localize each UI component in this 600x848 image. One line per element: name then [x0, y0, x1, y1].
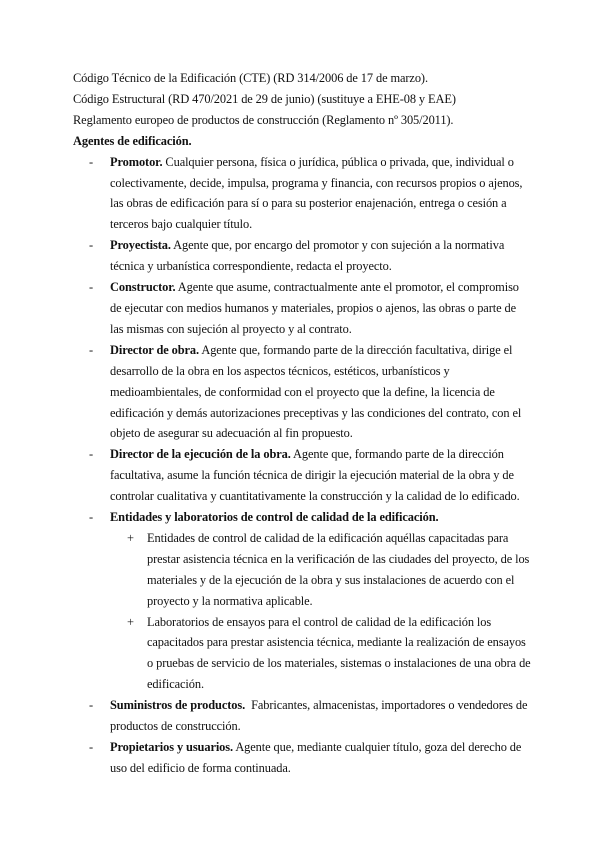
agent-text: Agente que, formando parte de la dirección — [290, 447, 504, 462]
sub-item-text: prestar asistencia técnica en la verificación de las ciudades del proyecto, de los — [147, 551, 530, 566]
agent-text: las obras de edificación para sí o para su posterior enajenación, entrega o cesión a — [110, 196, 507, 211]
sub-item-text: edificación. — [147, 677, 204, 692]
intro-block — [73, 68, 544, 131]
sub-item-text: Laboratorios de ensayos para el control de calidad de la edificación los — [147, 614, 492, 629]
agent-director-de-obra — [73, 340, 544, 445]
sub-item-text: materiales y de la ejecución de la obra y sus instalaciones de acuerdo con el — [147, 572, 515, 587]
sub-bullet: + — [127, 614, 134, 629]
agent-text: terceros bajo cualquier título. — [110, 217, 253, 232]
list-bullet: - — [89, 342, 94, 357]
agent-text: técnica y urbanística correspondiente, redacta el proyecto. — [110, 259, 392, 274]
agent-term: Proyectista. — [110, 238, 171, 253]
sub-bullet: + — [127, 530, 134, 545]
agent-term: Promotor. — [110, 154, 163, 169]
sub-item-entidades — [110, 528, 544, 612]
agent-propietarios — [73, 737, 544, 779]
sub-item-text: Entidades de control de calidad de la edificación aquéllas capacitadas para — [147, 530, 509, 545]
agent-promotor — [73, 152, 544, 236]
agent-director-ejecucion — [73, 444, 544, 507]
list-bullet: - — [89, 238, 94, 253]
agent-text: las mismas con sujeción al proyecto y al contrato. — [110, 321, 352, 336]
list-bullet: - — [89, 447, 94, 462]
sub-list — [110, 528, 544, 695]
agent-term: Propietarios y usuarios. — [110, 740, 234, 754]
agent-text: productos de construcción. — [110, 719, 241, 734]
agent-text: medioambientales, de conformidad con el proyecto que la define, la licencia de — [110, 384, 495, 399]
agent-text: uso del edificio de forma continuada. — [110, 760, 291, 775]
list-bullet: - — [89, 280, 94, 295]
agent-term: Suministros de productos. — [110, 698, 246, 713]
agents-list — [73, 152, 544, 779]
list-bullet: - — [89, 698, 94, 713]
sub-item-text: capacitados para prestar asistencia técnica, mediante la realización de ensayos — [147, 635, 526, 650]
agent-term: Constructor. — [110, 280, 176, 295]
sub-item-text: o pruebas de servicio de los materiales, sistemas o instalaciones de una obra de — [147, 656, 531, 671]
agent-text: edificación y demás autorizaciones preceptivas y las condiciones del contrato, con el — [110, 405, 522, 420]
agent-term: Director de la ejecución de la obra. — [110, 447, 291, 462]
agent-text: Agente que asume, contractualmente ante el promotor, el compromiso — [175, 280, 519, 295]
agent-suministros — [73, 695, 544, 737]
agent-proyectista — [73, 235, 544, 277]
agent-term: Entidades y laboratorios de control de calidad de la edificación. — [110, 510, 439, 525]
agent-text: Cualquier persona, física o jurídica, pública o privada, que, individual o — [162, 154, 514, 169]
agent-text: Agente que, formando parte de la dirección facultativa, dirige el — [199, 342, 513, 357]
agent-text: Fabricantes, almacenistas, importadores o vendedores de — [245, 698, 528, 713]
agent-text: de ejecutar con medios humanos y materiales, propios o ajenos, las obras o parte de — [110, 300, 516, 315]
agent-constructor — [73, 277, 544, 340]
intro-line-cte: Código Técnico de la Edificación (CTE) (RD 314/2006 de 17 de marzo). — [73, 71, 428, 85]
agent-text: colectivamente, decide, impulsa, programa y financia, con recursos propios o ajenos, — [110, 175, 523, 190]
agent-text: controlar cualitativa y cuantitativamente la construcción y la calidad de lo edificado. — [110, 489, 520, 504]
agent-text: Agente que, mediante cualquier título, goza del derecho de — [233, 740, 522, 754]
intro-line-codigo-estructural: Código Estructural (RD 470/2021 de 29 de junio) (sustituye a EHE-08 y EAE) — [73, 91, 456, 106]
agent-text: Agente que, por encargo del promotor y con sujeción a la normativa — [170, 238, 505, 253]
section-heading: Agentes de edificación. — [73, 133, 192, 148]
agent-term: Director de obra. — [110, 342, 200, 357]
list-bullet: - — [89, 510, 94, 525]
list-bullet: - — [89, 154, 94, 169]
agent-text: desarrollo de la obra en los aspectos técnicos, estéticos, urbanísticos y — [110, 363, 450, 378]
sub-item-laboratorios — [110, 612, 544, 696]
agent-entidades-laboratorios — [73, 507, 544, 695]
sub-item-text: proyecto y la normativa aplicable. — [147, 593, 313, 608]
agent-text: objeto de asegurar su adecuación al fin propuesto. — [110, 426, 353, 441]
intro-line-reglamento: Reglamento europeo de productos de construcción (Reglamento nº 305/2011). — [73, 112, 454, 127]
agent-text: facultativa, asume la función técnica de dirigir la ejecución material de la obra y de — [110, 468, 514, 483]
list-bullet: - — [89, 740, 94, 754]
